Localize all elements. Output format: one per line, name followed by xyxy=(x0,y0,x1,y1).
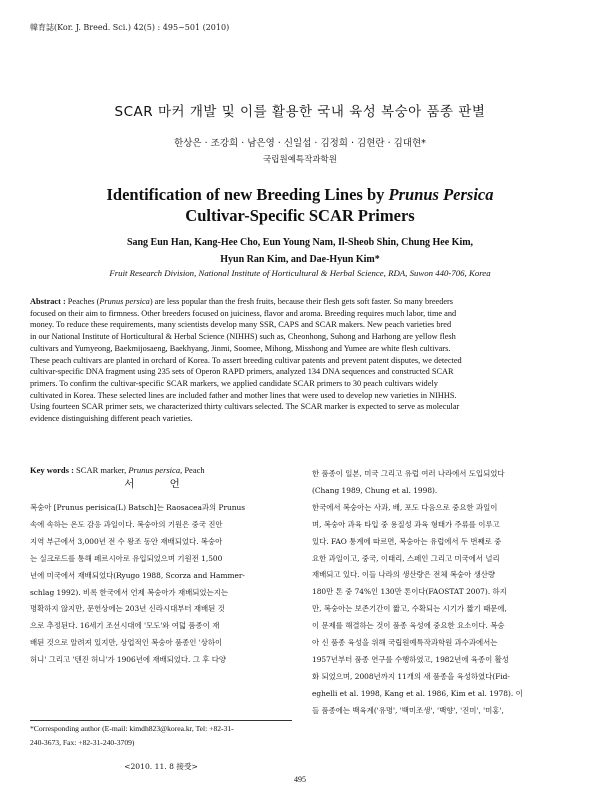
page-number: 495 xyxy=(294,775,306,784)
received-date: <2010. 11. 8 接受> xyxy=(124,762,198,771)
english-authors xyxy=(0,234,600,268)
body-line: 배된 것으로 알려져 있지만, 상업적인 복숭아 품종인 '상하이 xyxy=(30,638,223,648)
body-line: 화 되었으며, 2008년까지 11개의 새 품종을 육성하였다(Fid- xyxy=(312,671,510,681)
abstract-line: primers. To confirm the cultivar-specific SCAR markers, we applied candidate SCAR primers to 30 peach cultivars widely xyxy=(30,378,438,388)
journal-citation: 韓育誌(Kor. J. Breed. Sci.) 42(5) : 495~501 (2010) xyxy=(30,23,230,32)
korean-title: SCAR 마커 개발 및 이를 활용한 국내 육성 복숭아 품종 판별 xyxy=(114,104,486,120)
body-line: 재배되고 있다. 이들 나라의 생산량은 전체 복숭아 생산량 xyxy=(312,570,496,580)
body-line: 만, 복숭아는 보존기간이 짧고, 수확되는 시기가 짧기 때문에, xyxy=(312,604,507,614)
abstract-line: Abstract : Peaches (Prunus persica) are less popular than the fresh fruits, because their flesh gets soft faster. So many breeders xyxy=(30,297,454,306)
body-line: 는 실크로드를 통해 페르시아로 유입되었으며 기원전 1,500 xyxy=(30,553,223,563)
body-line: 요한 과일이고, 중국, 이태리, 스페인 그리고 미국에서 널리 xyxy=(312,553,500,563)
abstract xyxy=(30,296,570,425)
body-line: 년에 미국에서 재배되었다(Ryugo 1988, Scorza and Hammer- xyxy=(30,570,245,580)
body-line: 으로 추정된다. 16세기 조선시대에 '모도'와 여덟 품종이 재 xyxy=(30,621,220,631)
abstract-line: money. To reduce these requirements, many scientists develop many SSR, CAPS and SCAR makers. New peach varieties bred xyxy=(30,320,452,330)
species-name: Prunus Persica xyxy=(388,185,494,204)
abstract-line: These peach cultivars are planted in orchard of Korea. To assert breeding cultivar patents and prevent patent disputes, we detected xyxy=(30,355,462,365)
body-line: 지역 부근에서 3,000년 전 수 왕조 동안 재배되었다. 복숭아 xyxy=(30,536,223,546)
body-line: 며, 복숭아 과육 타입 중 용질성 과육 형태가 주류를 이루고 xyxy=(312,519,500,529)
english-authors-line-1: Sang Eun Han, Kang-Hee Cho, Eun Young Nam, Il-Sheob Shin, Chung Hee Kim, xyxy=(126,237,474,248)
english-title xyxy=(0,184,600,226)
body-line: 복숭아 [Prunus perisica(L) Batsch]는 Raosacea과의 Prunus xyxy=(30,503,246,512)
korean-authors: 한상은 · 조강희 · 남은영 · 신일섭 · 김정희 · 김현란 · 김대현* xyxy=(174,138,426,149)
body-line: 이 문제를 해결하는 것이 품종 육성에 중요한 요소이다. 복숭 xyxy=(312,621,505,631)
right-column-body xyxy=(312,466,574,720)
body-line: schlag 1992). 비록 한국에서 언제 복숭아가 재배되었는지는 xyxy=(30,587,228,597)
body-line: eghelli et al. 1998, Kang et al. 1986, Kim et al. 1978). 이 xyxy=(312,688,523,698)
english-authors-line-2: Hyun Ran Kim, and Dae-Hyun Kim* xyxy=(220,254,380,265)
body-line: 한국에서 복숭아는 사과, 배, 포도 다음으로 중요한 과일이 xyxy=(312,502,498,512)
english-title-line-2: Cultivar-Specific SCAR Primers xyxy=(185,206,415,225)
body-line: 들 품종에는 백육계('유명', '백미조생', '백향', '진미', '미홍', xyxy=(312,705,504,715)
body-line: 속에 속하는 온도 감응 과일이다. 복숭아의 기원은 중국 진안 xyxy=(30,519,223,529)
abstract-line: cultivated in Korea. These selected lines are included father and mother lines that were used to develop new varieties in NIHHS. xyxy=(30,390,457,400)
abstract-line: cultivars and Yumyeong, Baekmijosaeng, Baekhyang, Jinmi, Soomee, Mihong, Misshong and Yumee are white flesh cultivars. xyxy=(30,343,451,353)
body-line: 1957년부터 품종 연구를 수행하였고, 1982년에 육종이 활성 xyxy=(312,654,509,664)
body-line: 180만 톤 중 74%인 130만 톤이다(FAOSTAT 2007). 하지 xyxy=(312,587,507,597)
footnote-line: 240-3673, Fax: +82-31-240-3709) xyxy=(30,738,135,747)
footnote-line: *Corresponding author (E-mail: kimdh823@korea.kr, Tel: +82-31- xyxy=(30,724,234,733)
english-title-line-1: Identification of new Breeding Lines by Prunus Persica xyxy=(106,185,494,204)
abstract-label: Abstract : xyxy=(30,297,66,306)
korean-affiliation: 국립원예특작과학원 xyxy=(263,155,337,165)
abstract-line: focused on their aim to firmness. Other breeders focused on juiciness, flavor and aroma. Breeding requires much labor, time and xyxy=(30,308,457,318)
body-line: 허니' 그리고 '텐진 허니'가 1906년에 재배되었다. 그 후 다양 xyxy=(30,655,226,665)
abstract-line: cultivar-specific DNA fragment using 235 sets of Operon RAPD primers, analyzed 134 DNA sequences and constructed SCAR xyxy=(30,367,454,377)
keywords: Key words : SCAR marker, Prunus persica, Peach xyxy=(30,465,205,475)
left-column-body xyxy=(30,500,292,669)
footnote-divider xyxy=(30,720,292,721)
body-line: 한 품종이 일본, 미국 그리고 유럽 여러 나라에서 도입되었다 xyxy=(312,469,505,478)
body-line: 있다. FAO 통계에 따르면, 복숭아는 유럽에서 두 번째로 중 xyxy=(312,536,502,546)
section-heading-introduction: 서 언 xyxy=(124,478,196,490)
keywords-label: Key words : xyxy=(30,465,74,475)
abstract-line: in our National Institute of Horticultural & Herbal Science (NIHHS) such as, Cheonhong, Suhong and Harhong are yellow flesh xyxy=(30,332,456,342)
body-line: 명확하지 않지만, 문헌상에는 203년 신라시대부터 재배된 것 xyxy=(30,604,225,614)
body-line: 아 신 품종 육성을 위해 국립원예특작과학원 과수과에서는 xyxy=(312,638,498,648)
english-affiliation: Fruit Research Division, National Institute of Horticultural & Herbal Science, RDA, Suwon 440-706, Korea xyxy=(109,268,491,278)
abstract-line: Using fourteen SCAR primer sets, we characterized thirty cultivars selected. The SCAR marker is expected to serve as molecular xyxy=(30,402,460,412)
corresponding-author-footnote xyxy=(30,722,292,750)
body-line: (Chang 1989, Chung et al. 1998). xyxy=(312,485,438,495)
abstract-line: evidence distinguishing different peach varieties. xyxy=(30,414,193,424)
